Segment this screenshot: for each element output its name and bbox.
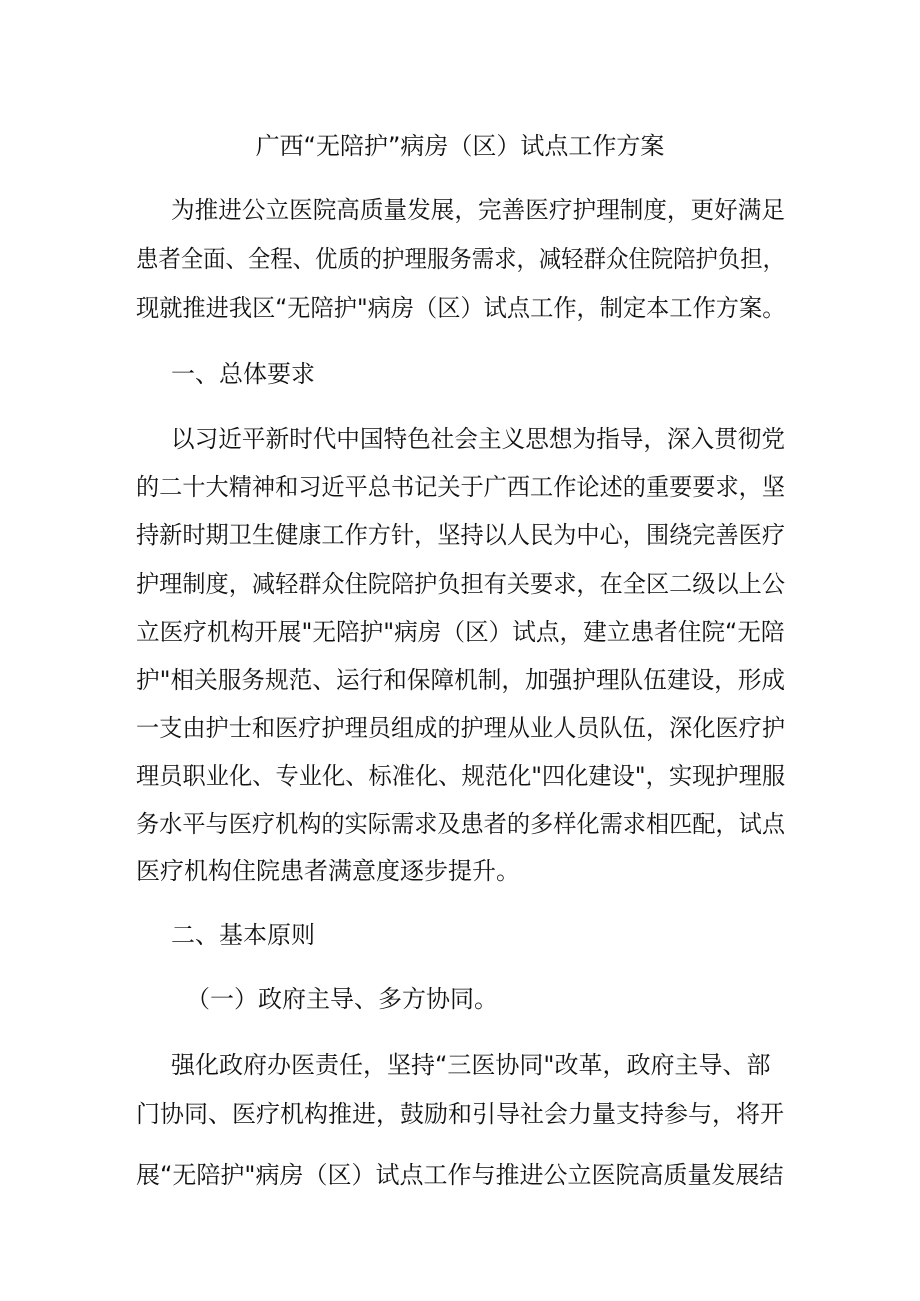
document-title: 广西“无陪护”病房（区）试点工作方案 [255, 132, 665, 160]
section1-line-7: 一支由护士和医疗护理员组成的护理从业人员队伍，深化医疗护 [136, 714, 786, 742]
intro-line-3: 现就推进我区“无陪护"病房（区）试点工作，制定本工作方案。 [136, 294, 786, 322]
section-heading-general-requirements: 一、总体要求 [171, 360, 315, 388]
section-heading-basic-principles: 二、基本原则 [171, 921, 315, 949]
intro-line-1: 为推进公立医院高质量发展，完善医疗护理制度，更好满足 [171, 196, 786, 224]
section1-line-5: 立医疗机构开展"无陪护"病房（区）试点，建立患者住院“无陪 [136, 618, 785, 646]
section1-line-9: 务水平与医疗机构的实际需求及患者的多样化需求相匹配，试点 [136, 810, 786, 838]
section1-line-10: 医疗机构住院患者满意度逐步提升。 [136, 857, 520, 885]
intro-line-2: 患者全面、全程、优质的护理服务需求，减轻群众住院陪护负担， [136, 245, 786, 273]
subsection1-line-2: 门协同、医疗机构推进，鼓励和引导社会力量支持参与，将开 [136, 1100, 784, 1128]
subsection1-line-3: 展“无陪护"病房（区）试点工作与推进公立医院高质量发展结 [136, 1161, 784, 1189]
subsection-heading-government-led: （一）政府主导、多方协同。 [186, 985, 498, 1013]
section1-line-3: 持新时期卫生健康工作方针，坚持以人民为中心，围绕完善医疗 [136, 521, 786, 549]
section1-line-6: 护"相关服务规范、运行和保障机制，加强护理队伍建设，形成 [136, 666, 786, 694]
section1-line-2: 的二十大精神和习近平总书记关于广西工作论述的重要要求，坚 [136, 473, 786, 501]
subsection1-line-1: 强化政府办医责任，坚持“三医协同"改革，政府主导、部 [171, 1051, 771, 1079]
section1-line-8: 理员职业化、专业化、标准化、规范化"四化建设"，实现护理服 [136, 762, 786, 790]
section1-line-1: 以习近平新时代中国特色社会主义思想为指导，深入贯彻党 [171, 425, 786, 453]
section1-line-4: 护理制度，减轻群众住院陪护负担有关要求，在全区二级以上公 [136, 570, 786, 598]
